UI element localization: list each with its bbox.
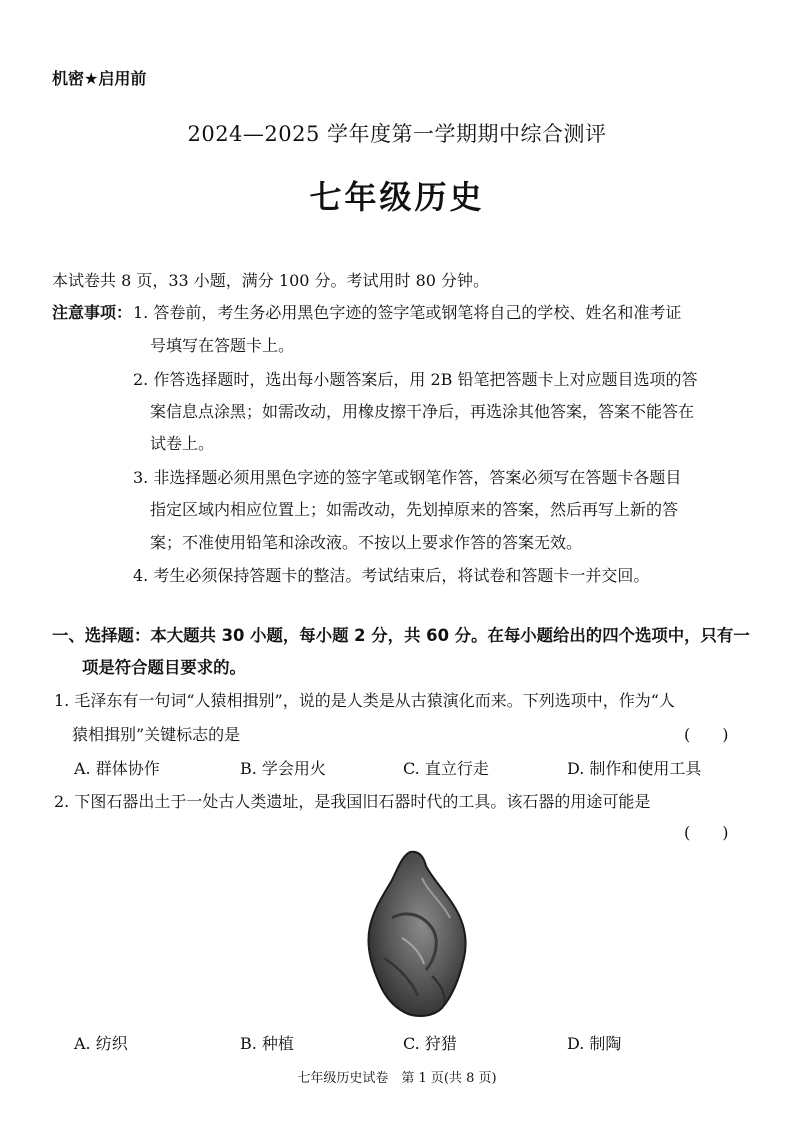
stone-tool-image xyxy=(362,848,472,1024)
exam-title: 2024—2025 学年度第一学期期中综合测评 xyxy=(187,122,607,146)
question-2-option-a: A. 纺织 xyxy=(74,1034,128,1053)
notice-item-2-line-2: 案信息点涂黑；如需改动，用橡皮擦干净后，再选涂其他答案，答案不能答在 xyxy=(150,402,695,421)
notice-item-1-line-1: 1. 答卷前，考生务必用黑色字迹的签字笔或钢笔将自己的学校、姓名和准考证 xyxy=(133,303,682,322)
confidential-mark: 机密★启用前 xyxy=(52,69,147,88)
exam-intro: 本试卷共 8 页，33 小题，满分 100 分。考试用时 80 分钟。 xyxy=(52,271,490,290)
notice-label: 注意事项： xyxy=(52,303,133,322)
question-2-option-d: D. 制陶 xyxy=(567,1034,622,1053)
question-2-answer-paren: ( ) xyxy=(684,823,729,842)
question-1-line-1: 1. 毛泽东有一句词“人猿相揖别”，说的是人类是从古猿演化而来。下列选项中，作为“人 xyxy=(54,691,675,710)
question-1-option-b: B. 学会用火 xyxy=(240,759,326,778)
notice-item-1-line-2: 号填写在答题卡上。 xyxy=(150,336,295,355)
question-2-line-1: 2. 下图石器出土于一处古人类遗址，是我国旧石器时代的工具。该石器的用途可能是 xyxy=(54,792,651,811)
notice-item-4-line-1: 4. 考生必须保持答题卡的整洁。考试结束后，将试卷和答题卡一并交回。 xyxy=(133,566,650,585)
question-2-option-b: B. 种植 xyxy=(240,1034,294,1053)
notice-item-2-line-3: 试卷上。 xyxy=(150,434,215,453)
question-1-option-c: C. 直立行走 xyxy=(403,759,489,778)
question-1-answer-paren: ( ) xyxy=(684,725,729,744)
notice-item-3-line-1: 3. 非选择题必须用黑色字迹的签字笔或钢笔作答，答案必须写在答题卡各题目 xyxy=(133,468,682,487)
question-1-option-a: A. 群体协作 xyxy=(74,759,160,778)
section-heading-cont: 项是符合题目要求的。 xyxy=(82,658,246,677)
question-2-option-c: C. 狩猎 xyxy=(403,1034,457,1053)
section-heading: 一、选择题：本大题共 30 小题，每小题 2 分，共 60 分。在每小题给出的四个选项中，只有一 xyxy=(52,626,750,645)
notice-item-3-line-2: 指定区域内相应位置上；如需改动，先划掉原来的答案，然后再写上新的答 xyxy=(150,500,679,519)
question-1-option-d: D. 制作和使用工具 xyxy=(567,759,702,778)
notice-item-2-line-1: 2. 作答选择题时，选出每小题答案后，用 2B 铅笔把答题卡上对应题目选项的答 xyxy=(133,370,698,389)
question-1-line-2: 猿相揖别”关键标志的是 xyxy=(72,725,241,744)
page-footer: 七年级历史试卷 第 1 页(共 8 页) xyxy=(297,1071,497,1086)
notice-item-3-line-3: 案；不准使用铅笔和涂改液。不按以上要求作答的答案无效。 xyxy=(150,533,583,552)
subject-title: 七年级历史 xyxy=(309,178,485,216)
